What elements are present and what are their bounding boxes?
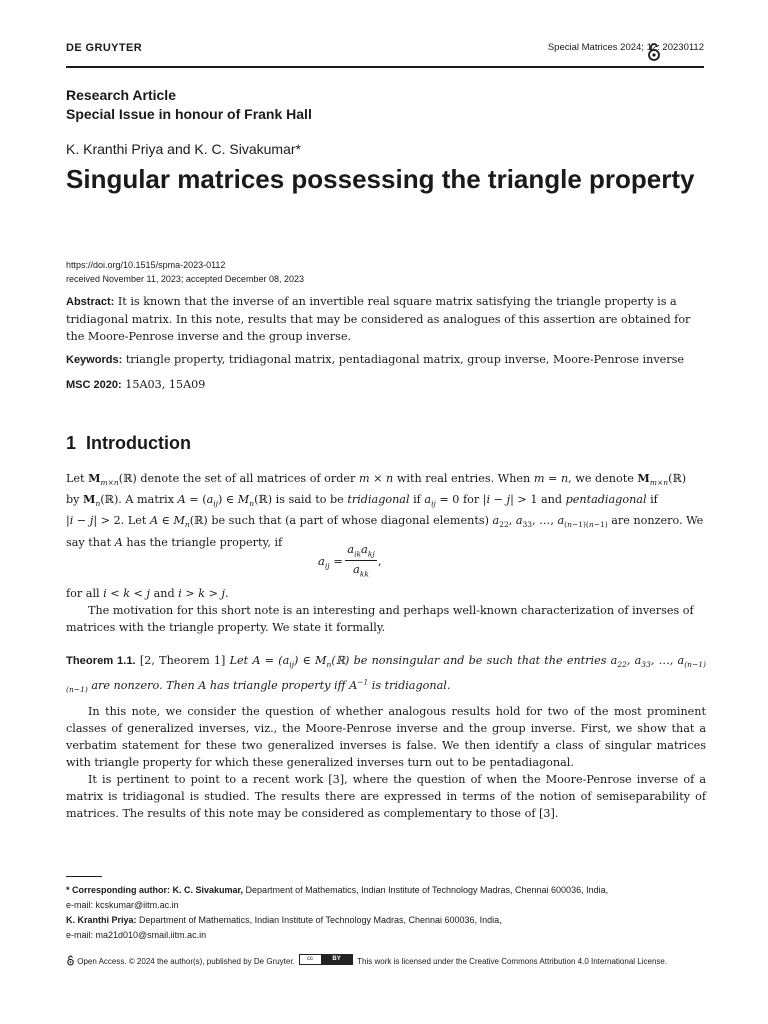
license-text-end: This work is licensed under the Creative Commons Attribution 4.0 International License. [357, 957, 668, 966]
publisher-name: DE GRUYTER [66, 42, 143, 54]
section-heading [66, 433, 706, 454]
theorem-statement: Let $A = (a_{ij})$ ∈ $M_n(ℝ)$ be nonsingular and be such that the entries $a_{22}$, $a_{33}$, …, $a_{(n-1)(n-1)}$ are nonzero. Then A has triangle property iff $A^{-1}$ is tridiagonal. [66, 654, 706, 695]
msc-codes: 15A03, 15A09 [125, 378, 206, 391]
second-author-affiliation: Department of Mathematics, Indian Institute of Technology Madras, Chennai 600036, India, [139, 915, 502, 925]
body-paragraph: In this note, we consider the question of whether analogous results hold for two of the most prominent classes of generalized inverses, viz., the Moore-Penrose inverse and the group inverse. First, we show that a verbatim statement for these two generalized inverses is false. We then identify a class of singular matrices with triangle property for which these generalized inverses turn out to be pentadiagonal. [66, 705, 706, 769]
author-list: K. Kranthi Priya and K. C. Sivakumar* [66, 141, 301, 157]
forall-condition: for all i < k < j and i > k > j. [66, 587, 229, 600]
intro-paragraph: Let $M_{m\times n}(ℝ)$ denote the set of all matrices of order m × n with real entries. When m = n, we denote $M_{m\times n}(ℝ)$ by $M_n(ℝ)$. A matrix $A = (a_{ij})$ ∈ $M_n(ℝ)$ is said to be tridiagonal if $a_{ij} = 0$ for |i − j| > 1 and pentadiagonal if |i − j| > 2. Let A ∈ $M_n(ℝ)$ be such that (a part of whose diagonal elements) $a_{22}$, $a_{33}$, …, $a_{(n-1)(n-1)}$ are nonzero. We say that A has the triangle property, if [66, 471, 704, 549]
section-title: Introduction [86, 433, 191, 453]
theorem-label: Theorem 1.1. [66, 655, 136, 667]
corresponding-author-note [66, 883, 706, 898]
open-access-icon [647, 42, 661, 62]
second-author-note [66, 913, 706, 928]
article-type-label: Research Article [66, 87, 176, 103]
theorem-1-1 [66, 652, 706, 698]
article-type [66, 86, 706, 124]
msc-classification [66, 376, 706, 394]
corresponding-author-email[interactable]: e-mail: kcskumar@iitm.ac.in [66, 900, 179, 910]
body-paragraph: It is pertinent to point to a recent work [3], where the question of when the Moore-Penrose inverse of a matrix is tridiagonal is studied. The results there are expressed in terms of the notion of semiseparability of matrices. The results of this note may be considered as complementary to those of [3]. [66, 773, 706, 820]
keywords-text: triangle property, tridiagonal matrix, pentadiagonal matrix, group inverse, Moore-Penrose inverse [125, 353, 684, 366]
paper-title: Singular matrices possessing the triangle property [66, 164, 695, 194]
forall-text: for all [66, 587, 100, 600]
section-number: 1 [66, 433, 77, 453]
triangle-property-equation: $a_{ij}$ = $a_{ik}a_{kj}$ $a_{kk}$ , [318, 542, 382, 579]
second-author-label: K. Kranthi Priya: [66, 915, 137, 925]
motivation-paragraph: The motivation for this short note is an interesting and perhaps well-known characterization of inverses of matrices with the triangle property. We state it formally. [66, 604, 694, 634]
abstract [66, 293, 706, 345]
license-note [66, 954, 706, 967]
corresponding-author-affiliation: Department of Mathematics, Indian Institute of Technology Madras, Chennai 600036, India, [245, 885, 609, 895]
special-issue-label: Special Issue in honour of Frank Hall [66, 106, 312, 122]
second-author-email[interactable]: e-mail: ma21d010@smail.iitm.ac.in [66, 930, 207, 940]
keywords [66, 351, 706, 369]
corresponding-author-label: * Corresponding author: K. C. Sivakumar, [66, 885, 244, 895]
received-accepted-dates: received November 11, 2023; accepted December 08, 2023 [66, 274, 304, 284]
abstract-label: Abstract: [66, 296, 115, 308]
running-header [66, 40, 704, 68]
journal-reference: Special Matrices 2024; 12: 20230112 [547, 42, 704, 53]
theorem-citation[interactable]: [2, Theorem 1] [139, 654, 226, 667]
license-text-start: Open Access. © 2024 the author(s), published by De Gruyter. [77, 957, 295, 966]
footnotes [66, 883, 706, 943]
doi-and-dates [66, 258, 706, 286]
footnote-divider [66, 876, 102, 877]
cc-badge-left: cc [300, 955, 320, 964]
open-access-icon [66, 955, 75, 966]
msc-label: MSC 2020: [66, 379, 122, 391]
cc-by-badge-icon[interactable] [299, 954, 353, 965]
abstract-text: It is known that the inverse of an invertible real square matrix satisfying the triangle property is a tridiagonal matrix. In this note, results that may be considered as analogues of this assertion are obtained for the Moore-Penrose inverse and the group inverse. [66, 295, 691, 343]
cc-badge-right: BY [321, 955, 352, 964]
doi-link[interactable]: https://doi.org/10.1515/spma-2023-0112 [66, 260, 226, 270]
keywords-label: Keywords: [66, 354, 123, 366]
